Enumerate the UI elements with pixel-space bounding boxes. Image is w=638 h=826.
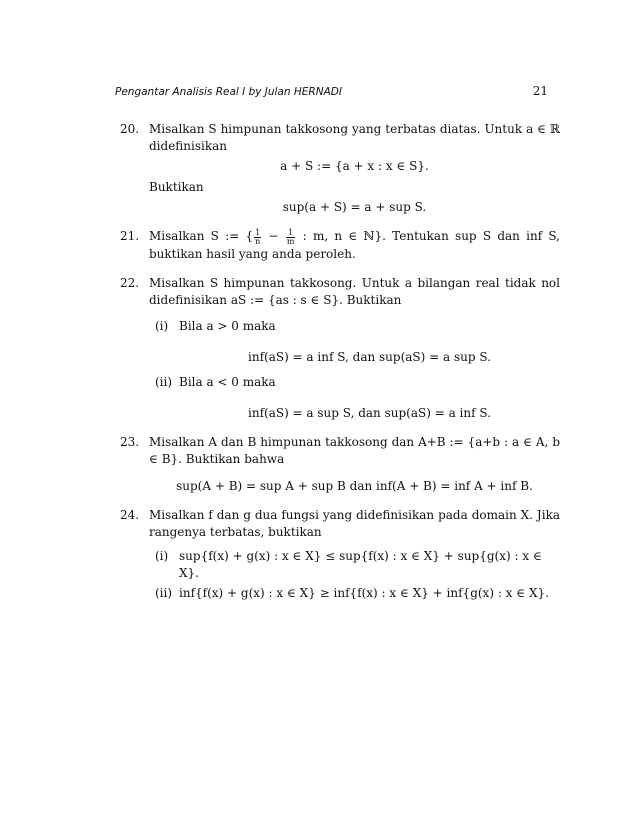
sub-item <box>149 374 560 422</box>
exercise-number: 22. <box>120 276 140 290</box>
exercise-23 <box>120 434 560 495</box>
sub-item-label: (i) <box>155 549 169 563</box>
sub-item-label: (i) <box>155 319 169 333</box>
exercise-number: 23. <box>120 435 140 449</box>
exercise-number: 21. <box>120 229 140 243</box>
exercise-24 <box>120 507 560 602</box>
page-number: 21 <box>532 84 548 98</box>
exercise-text: Misalkan S himpunan takkosong. Untuk a bilangan real tidak nol didefinisikan aS := {as : s ∈ S}. Buktikan <box>149 276 560 307</box>
sub-item-label: (ii) <box>155 586 173 600</box>
exercise-text: Misalkan S himpunan takkosong yang terbatas diatas. Untuk a ∈ ℝ didefinisikan <box>149 122 560 153</box>
exercise-text <box>149 228 560 263</box>
sub-item-label: (ii) <box>155 375 173 389</box>
exercise-text: Misalkan A dan B himpunan takkosong dan A+B := {a+b : a ∈ A, b ∈ B}. Buktikan bahwa <box>149 435 560 466</box>
exercise-20 <box>120 121 560 216</box>
fraction-numerator: 1 <box>286 229 296 238</box>
display-equation: a + S := {a + x : x ∈ S}. <box>280 159 429 173</box>
running-header <box>115 84 548 98</box>
exercise-text: Buktikan <box>149 180 204 194</box>
display-equation: inf(aS) = a sup S, dan sup(aS) = a inf S. <box>248 406 491 420</box>
exercise-number: 24. <box>120 508 140 522</box>
exercise-21 <box>120 228 560 263</box>
fraction <box>254 229 261 246</box>
sub-item-text: inf{f(x) + g(x) : x ∈ X} ≥ inf{f(x) : x ∈ X} + inf{g(x) : x ∈ X}. <box>179 586 549 600</box>
text-segment: Misalkan S := { <box>149 229 254 243</box>
sub-item <box>149 548 560 582</box>
sub-item <box>149 585 560 602</box>
exercise-list <box>120 121 560 614</box>
fraction <box>286 229 296 246</box>
sub-item-text: sup{f(x) + g(x) : x ∈ X} ≤ sup{f(x) : x ∈ X} + sup{g(x) : x ∈ X}. <box>179 549 542 580</box>
display-equation: sup(A + B) = sup A + sup B dan inf(A + B) = inf A + inf B. <box>176 479 533 493</box>
fraction-denominator: n <box>255 237 261 246</box>
sub-item-text: Bila a < 0 maka <box>179 375 276 389</box>
exercise-text: Misalkan f dan g dua fungsi yang didefinisikan pada domain X. Jika rangenya terbatas, buktikan <box>149 508 560 539</box>
exercise-number: 20. <box>120 122 140 136</box>
display-equation: sup(a + S) = a + sup S. <box>282 200 427 214</box>
exercise-22 <box>120 275 560 422</box>
sub-item-text: Bila a > 0 maka <box>179 319 276 333</box>
text-segment: − <box>262 229 285 243</box>
text-segment: : m, n ∈ ℕ}. Tentukan sup S dan inf S, buktikan hasil yang anda peroleh. <box>149 229 560 261</box>
fraction-denominator: m <box>286 237 295 246</box>
fraction-numerator: 1 <box>255 228 261 237</box>
running-title: Pengantar Analisis Real I by Julan HERNADI <box>115 86 342 98</box>
sub-item <box>149 318 560 366</box>
display-equation: inf(aS) = a inf S, dan sup(aS) = a sup S. <box>248 350 491 364</box>
